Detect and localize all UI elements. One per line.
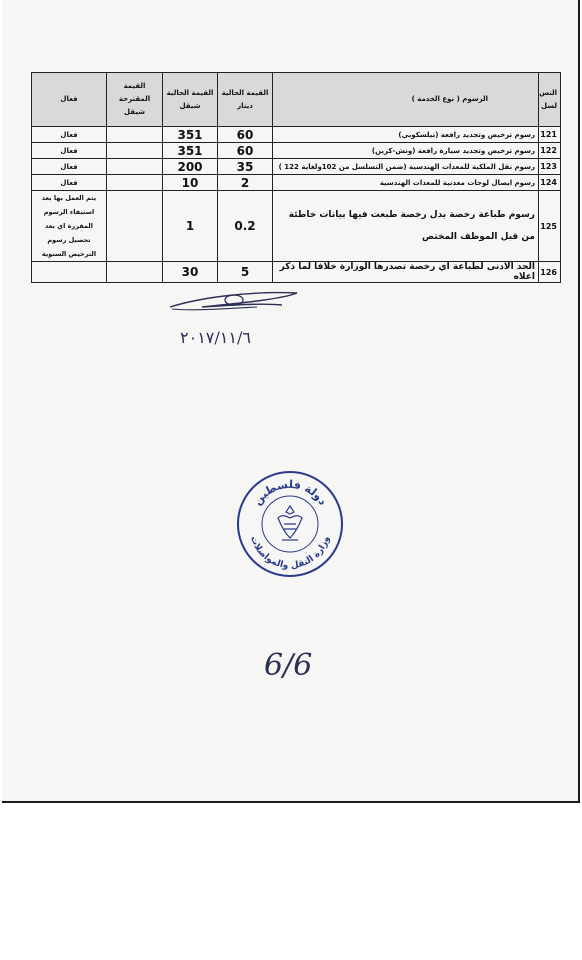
- header-proposed: القيمة المقترحة شيقل: [107, 73, 163, 127]
- table-header-row: [32, 73, 561, 127]
- table-row: [32, 191, 561, 262]
- seal-bottom-text: وزارة النقل والمواصلات: [248, 534, 332, 572]
- table-row: [32, 127, 561, 143]
- cell-service: رسوم ترخيص وتجديد رافعة (تيلسكوبي): [273, 127, 539, 143]
- cell-action: يتم العمل بها بعد استيفاء الرسوم المقررة اي بعد تحصيل رسوم الترخيص السنوية: [32, 191, 107, 262]
- cell-action: فعال: [32, 143, 107, 159]
- cell-proposed: [107, 191, 163, 262]
- svg-text:دولة فلسطين: [251, 478, 330, 508]
- fees-table: [31, 72, 561, 283]
- header-jod: القيمة الحالية دينار: [218, 73, 273, 127]
- cell-jod: 35: [218, 159, 273, 175]
- cell-service: الحد الادنى لطباعة اي رخصة تصدرها الوزارة خلافا لما ذكر اعلاه: [273, 262, 539, 283]
- cell-service: رسوم طباعة رخصة بدل رخصة طبعت فيها بيانات خاطئة من قبل الموظف المختص: [273, 191, 539, 262]
- handwritten-signature: [162, 285, 312, 355]
- ministry-seal: [234, 468, 346, 580]
- cell-jod: 0.2: [218, 191, 273, 262]
- cell-proposed: [107, 143, 163, 159]
- cell-action: فعال: [32, 127, 107, 143]
- cell-ils: 351: [163, 127, 218, 143]
- cell-ils: 200: [163, 159, 218, 175]
- cell-jod: 2: [218, 175, 273, 191]
- cell-jod: 60: [218, 143, 273, 159]
- cell-seq: 126: [539, 262, 561, 283]
- cell-jod: 5: [218, 262, 273, 283]
- cell-service: رسوم نقل الملكية للمعدات الهندسية (ضمن التسلسل من 102ولغاية 122 ): [273, 159, 539, 175]
- cell-ils: 1: [163, 191, 218, 262]
- eagle-emblem-icon: [278, 506, 302, 540]
- cell-seq: 124: [539, 175, 561, 191]
- cell-ils: 30: [163, 262, 218, 283]
- cell-proposed: [107, 127, 163, 143]
- page-number: 6/6: [264, 648, 313, 683]
- cell-action: فعال: [32, 159, 107, 175]
- cell-ils: 10: [163, 175, 218, 191]
- table-row: [32, 159, 561, 175]
- cell-action: [32, 262, 107, 283]
- scanned-page: [2, 0, 580, 803]
- cell-seq: 122: [539, 143, 561, 159]
- seal-top-text: دولة فلسطين: [250, 477, 330, 508]
- cell-action: فعال: [32, 175, 107, 191]
- cell-service: رسوم ترخيص وتجديد سيارة رافعة (ونش-كرين): [273, 143, 539, 159]
- cell-proposed: [107, 159, 163, 175]
- cell-ils: 351: [163, 143, 218, 159]
- header-seq: التس لسل: [539, 73, 561, 127]
- table-row: [32, 175, 561, 191]
- cell-seq: 125: [539, 191, 561, 262]
- cell-service: رسوم ايصال لوحات معدنية للمعدات الهندسية: [273, 175, 539, 191]
- cell-seq: 123: [539, 159, 561, 175]
- cell-seq: 121: [539, 127, 561, 143]
- cell-proposed: [107, 262, 163, 283]
- header-service: الرسوم ( نوع الخدمة ): [273, 73, 539, 127]
- header-ils: القيمة الحالية شيقل: [163, 73, 218, 127]
- table-row: [32, 262, 561, 283]
- header-action: فعال: [32, 73, 107, 127]
- cell-jod: 60: [218, 127, 273, 143]
- cell-proposed: [107, 175, 163, 191]
- table-row: [32, 143, 561, 159]
- signature-date: ٢٠١٧/١١/٦: [180, 328, 251, 347]
